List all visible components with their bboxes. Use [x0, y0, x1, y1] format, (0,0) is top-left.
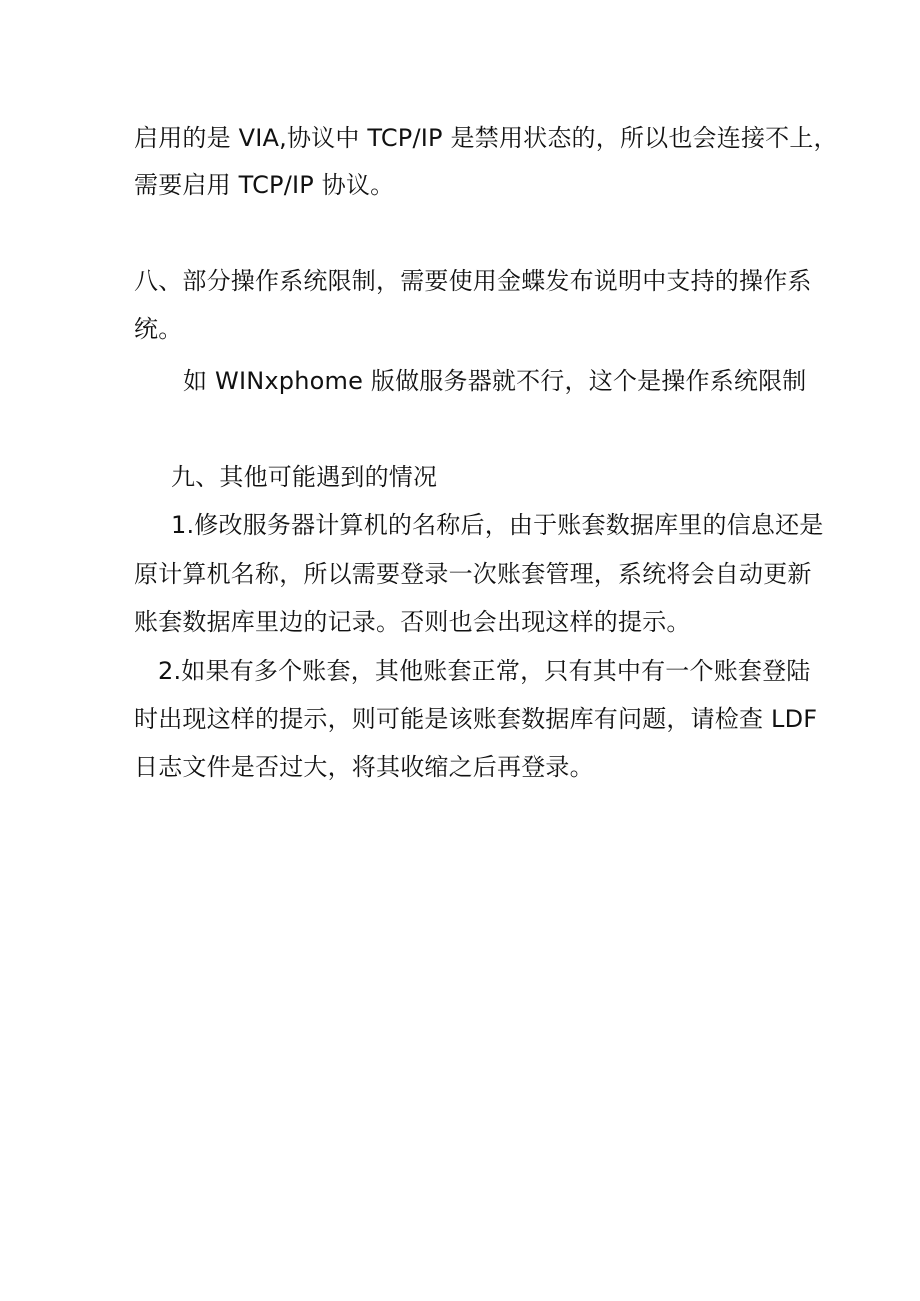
text-line: 原计算机名称，所以需要登录一次账套管理，系统将会自动更新	[134, 560, 812, 588]
section-heading-8: 八、部分操作系统限制，需要使用金蝶发布说明中支持的操作系	[134, 267, 812, 295]
list-item-2: 2.如果有多个账套，其他账套正常，只有其中有一个账套登陆	[158, 657, 811, 685]
text-line: 日志文件是否过大，将其收缩之后再登录。	[134, 753, 594, 781]
list-item-1: 1.修改服务器计算机的名称后，由于账套数据库里的信息还是	[171, 511, 824, 539]
text-line: 启用的是 VIA,协议中 TCP/IP 是禁用状态的，所以也会连接不上，	[134, 124, 838, 152]
text-line: 账套数据库里边的记录。否则也会出现这样的提示。	[134, 608, 691, 636]
text-line: 统。	[134, 315, 183, 343]
section-heading-9: 九、其他可能遇到的情况	[171, 463, 438, 491]
example-line: 如 WINxphome 版做服务器就不行，这个是操作系统限制	[183, 367, 807, 395]
text-line: 需要启用 TCP/IP 协议。	[134, 171, 395, 199]
text-line: 时出现这样的提示，则可能是该账套数据库有问题，请检查 LDF	[134, 705, 818, 733]
